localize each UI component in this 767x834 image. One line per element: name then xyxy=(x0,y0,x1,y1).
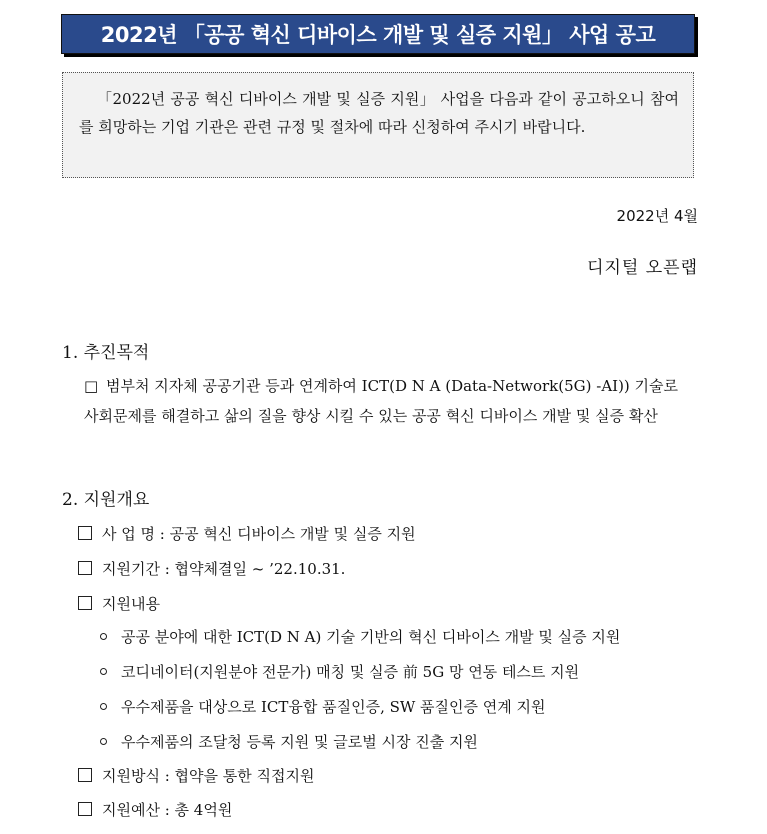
checkbox-square-icon xyxy=(78,802,92,816)
checkbox-square-icon xyxy=(78,768,92,782)
item-text: 지원기간 : 협약체결일 ~ ’22.10.31. xyxy=(102,560,346,578)
sub-list-item xyxy=(100,661,579,682)
list-item xyxy=(78,523,416,544)
title-banner xyxy=(61,14,695,54)
organization-name: 디지털 오픈랩 xyxy=(587,258,698,278)
page-title: 2022년 「공공 혁신 디바이스 개발 및 실증 지원」 사업 공고 xyxy=(100,23,656,47)
list-item xyxy=(78,558,345,579)
notice-box xyxy=(62,72,694,178)
checkbox-square-icon xyxy=(78,526,92,540)
announcement-date: 2022년 4월 xyxy=(616,207,698,225)
circle-bullet-icon xyxy=(100,738,107,745)
sub-item-text: 코디네이터(지원분야 전문가) 매칭 및 실증 前 5G 망 연동 테스트 지원 xyxy=(121,663,580,681)
circle-bullet-icon xyxy=(100,633,107,640)
purpose-text: 범부처 지자체 공공기관 등과 연계하여 ICT(D N A (Data-Network(5G) -AI)) 기술로 사회문제를 해결하고 삶의 질을 향상 시킬 수 있는 공공 혁신 디바이스 개발 및 실증 확산 xyxy=(84,377,679,425)
list-item xyxy=(78,799,232,820)
list-item xyxy=(78,593,160,614)
checkbox-square-icon xyxy=(78,561,92,575)
notice-text: 「2022년 공공 혁신 디바이스 개발 및 실증 지원」 사업을 다음과 같이 공고하오니 참여를 희망하는 기업 기관은 관련 규정 및 절차에 따라 신청하여 주시기 바랍니다. xyxy=(79,90,679,136)
circle-bullet-icon xyxy=(100,668,107,675)
sub-list-item xyxy=(100,626,620,647)
item-text: 지원방식 : 협약을 통한 직접지원 xyxy=(102,767,315,785)
sub-list-item xyxy=(100,731,478,752)
sub-item-text: 공공 분야에 대한 ICT(D N A) 기술 기반의 혁신 디바이스 개발 및 실증 지원 xyxy=(121,628,621,646)
sub-item-text: 우수제품을 대상으로 ICT융합 품질인증, SW 품질인증 연계 지원 xyxy=(121,698,546,716)
item-text: 지원예산 : 총 4억원 xyxy=(102,801,233,819)
list-item xyxy=(78,765,315,786)
sub-item-text: 우수제품의 조달청 등록 지원 및 글로벌 시장 진출 지원 xyxy=(121,733,478,751)
section-1-heading: 1. 추진목적 xyxy=(62,343,150,363)
checkbox-bullet: □ xyxy=(84,377,99,395)
section-1-paragraph xyxy=(84,371,696,431)
circle-bullet-icon xyxy=(100,703,107,710)
section-2-heading: 2. 지원개요 xyxy=(62,490,150,510)
sub-list-item xyxy=(100,696,546,717)
item-text: 사 업 명 : 공공 혁신 디바이스 개발 및 실증 지원 xyxy=(102,525,416,543)
item-text: 지원내용 xyxy=(102,595,160,613)
checkbox-square-icon xyxy=(78,596,92,610)
